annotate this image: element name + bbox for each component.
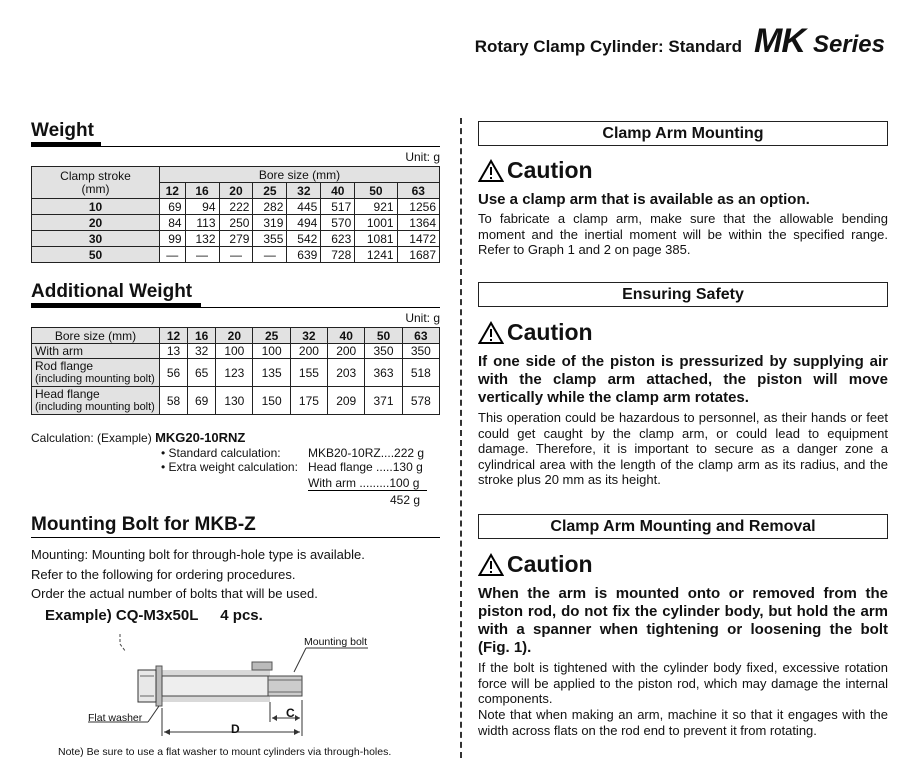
- weight-bore-col: 20: [219, 183, 253, 199]
- calc-model: MKG20-10RNZ: [155, 430, 246, 445]
- series-code: MK: [754, 22, 805, 60]
- warning-icon: [478, 159, 504, 183]
- weight-bore-col: 12: [160, 183, 186, 199]
- caution-label-1: Caution: [507, 157, 593, 183]
- aw-cell: 100: [216, 344, 253, 359]
- mounting-bolt-line-2: Refer to the following for ordering procedures.: [31, 567, 296, 582]
- aw-row-label: [32, 359, 160, 387]
- stroke-header-text: Clamp stroke (mm): [60, 168, 131, 196]
- table-row: [32, 231, 440, 247]
- weight-cell: 99: [160, 231, 186, 247]
- weight-cell: 282: [253, 199, 287, 215]
- label-mounting-bolt: Mounting bolt: [304, 636, 368, 648]
- aw-cell: 150: [253, 387, 290, 415]
- aw-cell: 350: [365, 344, 402, 359]
- aw-bore-col: 32: [290, 328, 327, 344]
- aw-bore-col: 25: [253, 328, 290, 344]
- aw-cell: 58: [160, 387, 188, 415]
- aw-cell: 363: [365, 359, 402, 387]
- aw-cell: 56: [160, 359, 188, 387]
- std-calc-value: MKB20-10RZ....222 g: [308, 446, 425, 460]
- page-title: Rotary Clamp Cylinder: Standard: [474, 37, 743, 56]
- aw-row-label-main: With arm: [35, 344, 83, 358]
- aw-row-label-sub: (including mounting bolt): [35, 401, 155, 413]
- section-title-clamp-arm-mounting: Clamp Arm Mounting: [478, 121, 888, 146]
- weight-cell: 1001: [355, 215, 397, 231]
- weight-cell: 728: [321, 247, 355, 263]
- weight-table: [31, 166, 440, 263]
- weight-cell: 113: [185, 215, 219, 231]
- clamp-arm-removal-bold: When the arm is mounted onto or removed from the piston rod, do not fix the cylinder body, but hold the arm with a spanner when tightening or loosening the bolt (Fig. 1).: [478, 585, 888, 656]
- clamp-arm-mounting-bold: Use a clamp arm that is available as an option.: [478, 191, 810, 208]
- weight-title: Weight: [31, 120, 94, 141]
- aw-cell: 200: [290, 344, 327, 359]
- weight-cell: 623: [321, 231, 355, 247]
- aw-cell: 209: [328, 387, 365, 415]
- calc-line: [31, 430, 245, 445]
- weight-cell: 542: [287, 231, 321, 247]
- weight-cell: —: [185, 247, 219, 263]
- stroke-header: [32, 167, 160, 199]
- caution-label-2: Caution: [507, 319, 593, 345]
- aw-bore-col: 12: [160, 328, 188, 344]
- weight-bore-col: 32: [287, 183, 321, 199]
- weight-cell: 222: [219, 199, 253, 215]
- caution-heading-2: [478, 319, 593, 346]
- extra-calc-label: • Extra weight calculation:: [161, 460, 298, 474]
- weight-cell: —: [160, 247, 186, 263]
- aw-cell: 518: [402, 359, 439, 387]
- additional-weight-unit: Unit: g: [405, 311, 440, 325]
- aw-cell: 123: [216, 359, 253, 387]
- aw-cell: 200: [328, 344, 365, 359]
- weight-cell: 94: [185, 199, 219, 215]
- weight-cell: —: [253, 247, 287, 263]
- additional-weight-title: Additional Weight: [31, 281, 193, 302]
- aw-row-label-sub: (including mounting bolt): [35, 373, 155, 385]
- weight-unit: Unit: g: [405, 150, 440, 164]
- weight-bore-col: 63: [397, 183, 439, 199]
- caution-label-3: Caution: [507, 551, 593, 577]
- warning-icon: [478, 321, 504, 345]
- mounting-bolt-note: Note) Be sure to use a flat washer to mount cylinders via through-holes.: [58, 746, 392, 758]
- clamp-arm-removal-note: Note that when making an arm, machine it so that it engages with the width across flats on the rod end to prevent it from rotating.: [478, 707, 888, 738]
- stroke-cell: 50: [32, 247, 160, 263]
- aw-cell: 100: [253, 344, 290, 359]
- weight-cell: 517: [321, 199, 355, 215]
- mounting-bolt-title: Mounting Bolt for MKB-Z: [31, 514, 256, 535]
- weight-cell: 279: [219, 231, 253, 247]
- weight-cell: —: [219, 247, 253, 263]
- bore-header: Bore size (mm): [160, 167, 440, 183]
- calc-label: Calculation: (Example): [31, 431, 152, 445]
- mounting-bolt-line-3: Order the actual number of bolts that will be used.: [31, 586, 318, 601]
- section-title-ensuring-safety: Ensuring Safety: [478, 282, 888, 307]
- aw-cell: 578: [402, 387, 439, 415]
- label-dimension-d: D: [231, 722, 240, 736]
- aw-cell: 371: [365, 387, 402, 415]
- column-divider: [460, 118, 462, 758]
- table-row: [32, 359, 440, 387]
- aw-bore-col: 20: [216, 328, 253, 344]
- weight-bore-col: 25: [253, 183, 287, 199]
- table-row: [32, 199, 440, 215]
- weight-cell: 84: [160, 215, 186, 231]
- caution-heading-3: [478, 551, 593, 578]
- aw-cell: 135: [253, 359, 290, 387]
- series-word: Series: [812, 31, 885, 58]
- section-title-clamp-arm-removal: Clamp Arm Mounting and Removal: [478, 514, 888, 539]
- aw-bore-col: 50: [365, 328, 402, 344]
- aw-cell: 130: [216, 387, 253, 415]
- aw-row-label-main: Head flange: [35, 387, 100, 401]
- weight-bore-col: 40: [321, 183, 355, 199]
- ensuring-safety-text: This operation could be hazardous to personnel, as their hands or feet could get caught by the clamp arm, or could lead to equipment damage. Therefore, it is important to secure as a danger zone a cylindrical area with the length of the clamp arm as its radius, and the stroke plus 20 mm as its height.: [478, 410, 888, 487]
- aw-cell: 32: [188, 344, 216, 359]
- weight-cell: 639: [287, 247, 321, 263]
- caution-heading-1: [478, 157, 593, 184]
- aw-cell: 65: [188, 359, 216, 387]
- std-calc-label: • Standard calculation:: [161, 446, 281, 460]
- weight-cell: 319: [253, 215, 287, 231]
- aw-cell: 69: [188, 387, 216, 415]
- mounting-bolt-line-1: Mounting: Mounting bolt for through-hole type is available.: [31, 547, 365, 562]
- weight-cell: 445: [287, 199, 321, 215]
- weight-cell: 921: [355, 199, 397, 215]
- clamp-arm-removal-text: If the bolt is tightened with the cylinder body fixed, excessive rotation force will be applied to the piston rod, which may damage the internal components.: [478, 660, 888, 706]
- table-row: [32, 344, 440, 359]
- extra-calc-value-1: Head flange .....130 g: [308, 460, 423, 474]
- aw-row-label: [32, 344, 160, 359]
- weight-bore-col: 16: [185, 183, 219, 199]
- ensuring-safety-bold: If one side of the piston is pressurized by supplying air with the clamp arm attached, the piston will move vertically while the clamp arm rotates.: [478, 353, 888, 406]
- weight-cell: 132: [185, 231, 219, 247]
- table-row: [32, 387, 440, 415]
- extra-calc-value-2: With arm .........100 g: [308, 476, 427, 491]
- weight-cell: 570: [321, 215, 355, 231]
- order-example-code: Example) CQ-M3x50L: [45, 607, 199, 624]
- weight-cell: 1472: [397, 231, 439, 247]
- table-row: [32, 247, 440, 263]
- order-example-qty: 4 pcs.: [220, 607, 263, 624]
- aw-cell: 350: [402, 344, 439, 359]
- aw-bore-col: 63: [402, 328, 439, 344]
- stroke-cell: 10: [32, 199, 160, 215]
- stroke-cell: 20: [32, 215, 160, 231]
- additional-weight-rule: [31, 303, 440, 309]
- clamp-arm-mounting-text: To fabricate a clamp arm, make sure that the allowable bending moment and the inertial moment will be within the specified range. Refer to Graph 1 and 2 on page 385.: [478, 211, 888, 257]
- aw-row-label: [32, 387, 160, 415]
- aw-cell: 155: [290, 359, 327, 387]
- aw-cell: 203: [328, 359, 365, 387]
- calc-total: 452 g: [390, 493, 421, 507]
- weight-cell: 1081: [355, 231, 397, 247]
- stroke-cell: 30: [32, 231, 160, 247]
- aw-bore-col: 16: [188, 328, 216, 344]
- weight-cell: 1687: [397, 247, 439, 263]
- label-flat-washer: Flat washer: [88, 712, 143, 724]
- aw-row-label-main: Rod flange: [35, 359, 94, 373]
- warning-icon: [478, 553, 504, 577]
- weight-cell: 1256: [397, 199, 439, 215]
- weight-cell: 1241: [355, 247, 397, 263]
- aw-cell: 175: [290, 387, 327, 415]
- weight-cell: 355: [253, 231, 287, 247]
- weight-cell: 69: [160, 199, 186, 215]
- mounting-bolt-rule: [31, 537, 440, 543]
- aw-bore-header: Bore size (mm): [32, 328, 160, 344]
- weight-rule: [31, 142, 440, 148]
- order-example: [45, 607, 263, 624]
- table-row: [32, 215, 440, 231]
- aw-cell: 13: [160, 344, 188, 359]
- page-header: [475, 22, 885, 61]
- weight-cell: 494: [287, 215, 321, 231]
- additional-weight-table: [31, 327, 440, 415]
- aw-bore-col: 40: [328, 328, 365, 344]
- weight-cell: 1364: [397, 215, 439, 231]
- weight-bore-col: 50: [355, 183, 397, 199]
- label-dimension-c: C: [286, 706, 295, 720]
- weight-cell: 250: [219, 215, 253, 231]
